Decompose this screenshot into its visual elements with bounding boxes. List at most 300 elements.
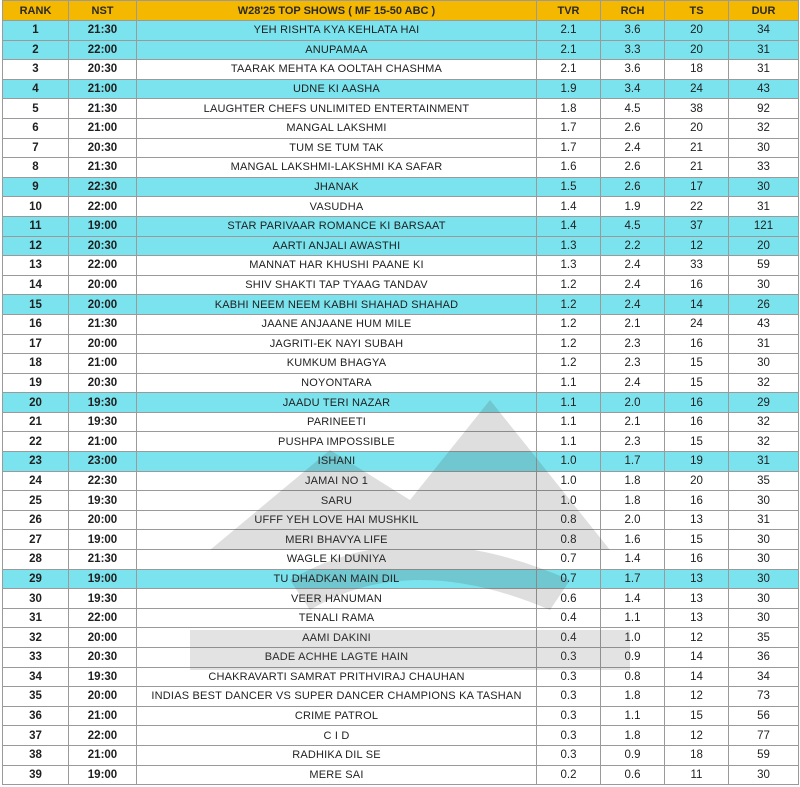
ts-cell: 20 [665,21,729,41]
table-row [3,412,799,432]
dur-header: DUR [729,1,799,21]
dur-cell: 34 [729,667,799,687]
show-name: KABHI NEEM NEEM KABHI SHAHAD SHAHAD [137,295,537,315]
rch-cell: 0.9 [601,745,665,765]
tvr-cell: 1.0 [537,471,601,491]
rank-cell: 16 [3,314,69,334]
rch-cell: 1.0 [601,628,665,648]
ts-cell: 14 [665,667,729,687]
nst-cell: 22:00 [69,197,137,217]
rch-cell: 2.4 [601,295,665,315]
tvr-cell: 0.8 [537,530,601,550]
dur-cell: 31 [729,60,799,80]
rch-cell: 3.6 [601,21,665,41]
table-row [3,706,799,726]
table-title: W28'25 TOP SHOWS ( MF 15-50 ABC ) [137,1,537,21]
nst-cell: 21:00 [69,79,137,99]
rank-cell: 37 [3,726,69,746]
tvr-cell: 1.1 [537,373,601,393]
rch-cell: 2.3 [601,354,665,374]
dur-cell: 30 [729,550,799,570]
show-name: JAMAI NO 1 [137,471,537,491]
tvr-cell: 1.7 [537,138,601,158]
show-name: TENALI RAMA [137,608,537,628]
ts-cell: 20 [665,118,729,138]
table-row [3,667,799,687]
tvr-cell: 1.1 [537,412,601,432]
ts-cell: 17 [665,177,729,197]
ts-cell: 16 [665,491,729,511]
table-row [3,99,799,119]
dur-cell: 30 [729,569,799,589]
dur-cell: 30 [729,765,799,785]
nst-cell: 20:30 [69,138,137,158]
tvr-cell: 1.5 [537,177,601,197]
table-row [3,295,799,315]
table-body [3,21,799,785]
ts-cell: 12 [665,726,729,746]
table-row [3,471,799,491]
show-name: STAR PARIVAAR ROMANCE KI BARSAAT [137,216,537,236]
dur-cell: 30 [729,608,799,628]
rank-cell: 2 [3,40,69,60]
show-name: TUM SE TUM TAK [137,138,537,158]
show-name: INDIAS BEST DANCER VS SUPER DANCER CHAMPIONS KA TASHAN [137,687,537,707]
rch-cell: 1.6 [601,530,665,550]
rank-cell: 35 [3,687,69,707]
rank-cell: 27 [3,530,69,550]
table-row [3,393,799,413]
table-row [3,158,799,178]
show-name: AARTI ANJALI AWASTHI [137,236,537,256]
ts-cell: 12 [665,236,729,256]
dur-cell: 77 [729,726,799,746]
show-name: UFFF YEH LOVE HAI MUSHKIL [137,510,537,530]
tvr-cell: 0.3 [537,745,601,765]
ts-cell: 24 [665,314,729,334]
rank-cell: 6 [3,118,69,138]
tvr-cell: 1.2 [537,354,601,374]
dur-cell: 30 [729,138,799,158]
rank-cell: 4 [3,79,69,99]
show-name: KUMKUM BHAGYA [137,354,537,374]
tvr-cell: 0.3 [537,726,601,746]
dur-cell: 73 [729,687,799,707]
rch-cell: 4.5 [601,216,665,236]
ts-cell: 13 [665,569,729,589]
rch-cell: 1.4 [601,589,665,609]
ts-cell: 20 [665,40,729,60]
rank-cell: 30 [3,589,69,609]
rch-cell: 2.0 [601,510,665,530]
nst-cell: 21:00 [69,745,137,765]
ts-cell: 18 [665,60,729,80]
rch-cell: 2.4 [601,138,665,158]
nst-cell: 19:00 [69,569,137,589]
show-name: CHAKRAVARTI SAMRAT PRITHVIRAJ CHAUHAN [137,667,537,687]
rank-cell: 1 [3,21,69,41]
rank-cell: 9 [3,177,69,197]
rch-cell: 0.6 [601,765,665,785]
nst-cell: 19:00 [69,530,137,550]
show-name: C I D [137,726,537,746]
dur-cell: 31 [729,197,799,217]
tvr-cell: 0.4 [537,628,601,648]
dur-cell: 59 [729,256,799,276]
show-name: PUSHPA IMPOSSIBLE [137,432,537,452]
dur-cell: 35 [729,628,799,648]
table-row [3,216,799,236]
rank-cell: 15 [3,295,69,315]
dur-cell: 31 [729,334,799,354]
nst-cell: 21:00 [69,432,137,452]
table-row [3,608,799,628]
table-row [3,40,799,60]
ts-cell: 24 [665,79,729,99]
dur-cell: 31 [729,40,799,60]
table-row [3,177,799,197]
show-name: RADHIKA DIL SE [137,745,537,765]
table-row [3,138,799,158]
table-row [3,236,799,256]
ts-cell: 13 [665,608,729,628]
rch-cell: 1.8 [601,726,665,746]
show-name: TU DHADKAN MAIN DIL [137,569,537,589]
ts-cell: 38 [665,99,729,119]
table-row [3,569,799,589]
dur-cell: 121 [729,216,799,236]
ts-cell: 16 [665,275,729,295]
ts-cell: 16 [665,412,729,432]
ts-cell: 21 [665,158,729,178]
show-name: ANUPAMAA [137,40,537,60]
tvr-cell: 1.0 [537,452,601,472]
table-row [3,452,799,472]
rank-cell: 39 [3,765,69,785]
tvr-cell: 1.2 [537,314,601,334]
rch-cell: 1.8 [601,687,665,707]
rch-cell: 2.4 [601,256,665,276]
nst-cell: 21:30 [69,21,137,41]
rch-cell: 1.1 [601,706,665,726]
tvr-cell: 1.1 [537,393,601,413]
nst-cell: 20:30 [69,373,137,393]
tvr-cell: 1.2 [537,334,601,354]
rank-cell: 13 [3,256,69,276]
rank-cell: 8 [3,158,69,178]
dur-cell: 59 [729,745,799,765]
ratings-table [2,0,799,785]
ts-cell: 15 [665,432,729,452]
rch-cell: 0.8 [601,667,665,687]
rch-cell: 2.4 [601,275,665,295]
nst-cell: 22:00 [69,40,137,60]
dur-cell: 43 [729,314,799,334]
show-name: LAUGHTER CHEFS UNLIMITED ENTERTAINMENT [137,99,537,119]
nst-cell: 20:00 [69,510,137,530]
table-row [3,530,799,550]
ts-cell: 20 [665,471,729,491]
rank-cell: 24 [3,471,69,491]
rank-cell: 19 [3,373,69,393]
nst-cell: 19:00 [69,216,137,236]
rank-cell: 12 [3,236,69,256]
ts-cell: 15 [665,354,729,374]
ts-cell: 15 [665,530,729,550]
rank-cell: 38 [3,745,69,765]
rank-cell: 14 [3,275,69,295]
rch-cell: 2.2 [601,236,665,256]
tvr-cell: 2.1 [537,60,601,80]
rch-cell: 0.9 [601,648,665,668]
nst-cell: 20:00 [69,687,137,707]
table-row [3,550,799,570]
tvr-cell: 0.7 [537,569,601,589]
dur-cell: 56 [729,706,799,726]
rch-cell: 3.4 [601,79,665,99]
rch-cell: 1.8 [601,471,665,491]
nst-cell: 19:30 [69,393,137,413]
tvr-cell: 1.3 [537,256,601,276]
rch-cell: 2.0 [601,393,665,413]
show-name: JAADU TERI NAZAR [137,393,537,413]
nst-cell: 19:30 [69,412,137,432]
rank-cell: 36 [3,706,69,726]
rch-cell: 2.6 [601,118,665,138]
dur-cell: 35 [729,471,799,491]
nst-cell: 22:00 [69,726,137,746]
ts-cell: 13 [665,510,729,530]
table-row [3,648,799,668]
dur-cell: 36 [729,648,799,668]
dur-cell: 30 [729,177,799,197]
tvr-cell: 0.6 [537,589,601,609]
rch-cell: 2.1 [601,314,665,334]
show-name: JAANE ANJAANE HUM MILE [137,314,537,334]
nst-cell: 22:00 [69,256,137,276]
tvr-cell: 1.8 [537,99,601,119]
show-name: CRIME PATROL [137,706,537,726]
nst-cell: 20:00 [69,275,137,295]
ts-cell: 15 [665,373,729,393]
tvr-header: TVR [537,1,601,21]
dur-cell: 34 [729,21,799,41]
table-row [3,687,799,707]
show-name: WAGLE KI DUNIYA [137,550,537,570]
nst-cell: 21:00 [69,706,137,726]
rank-cell: 20 [3,393,69,413]
show-name: VEER HANUMAN [137,589,537,609]
rank-cell: 3 [3,60,69,80]
ts-cell: 12 [665,628,729,648]
table-row [3,197,799,217]
nst-cell: 20:00 [69,334,137,354]
rch-cell: 1.9 [601,197,665,217]
ts-cell: 13 [665,589,729,609]
show-name: MERE SAI [137,765,537,785]
rank-cell: 32 [3,628,69,648]
dur-cell: 30 [729,275,799,295]
dur-cell: 31 [729,452,799,472]
nst-cell: 21:00 [69,354,137,374]
rch-cell: 2.4 [601,373,665,393]
table-row [3,432,799,452]
ts-cell: 37 [665,216,729,236]
table-row [3,765,799,785]
tvr-cell: 1.4 [537,216,601,236]
dur-cell: 32 [729,118,799,138]
nst-header: NST [69,1,137,21]
dur-cell: 30 [729,530,799,550]
table-row [3,21,799,41]
tvr-cell: 0.7 [537,550,601,570]
show-name: SARU [137,491,537,511]
dur-cell: 30 [729,354,799,374]
ts-cell: 33 [665,256,729,276]
show-name: ISHANI [137,452,537,472]
nst-cell: 23:00 [69,452,137,472]
rch-cell: 2.6 [601,177,665,197]
tvr-cell: 1.9 [537,79,601,99]
rank-cell: 33 [3,648,69,668]
rank-cell: 17 [3,334,69,354]
rch-cell: 1.8 [601,491,665,511]
nst-cell: 19:30 [69,491,137,511]
nst-cell: 21:00 [69,118,137,138]
show-name: TAARAK MEHTA KA OOLTAH CHASHMA [137,60,537,80]
rank-cell: 7 [3,138,69,158]
nst-cell: 19:30 [69,589,137,609]
show-name: VASUDHA [137,197,537,217]
ts-cell: 14 [665,295,729,315]
show-name: UDNE KI AASHA [137,79,537,99]
table-row [3,60,799,80]
show-name: JHANAK [137,177,537,197]
rank-cell: 26 [3,510,69,530]
nst-cell: 20:30 [69,236,137,256]
dur-cell: 26 [729,295,799,315]
tvr-cell: 0.2 [537,765,601,785]
show-name: AAMI DAKINI [137,628,537,648]
rank-cell: 25 [3,491,69,511]
rank-cell: 29 [3,569,69,589]
show-name: SHIV SHAKTI TAP TYAAG TANDAV [137,275,537,295]
tvr-cell: 1.6 [537,158,601,178]
table-row [3,726,799,746]
nst-cell: 20:00 [69,628,137,648]
show-name: MANGAL LAKSHMI-LAKSHMI KA SAFAR [137,158,537,178]
dur-cell: 30 [729,491,799,511]
rank-cell: 21 [3,412,69,432]
nst-cell: 21:30 [69,158,137,178]
tvr-cell: 0.3 [537,687,601,707]
ts-cell: 21 [665,138,729,158]
dur-cell: 43 [729,79,799,99]
tvr-cell: 1.3 [537,236,601,256]
ts-cell: 12 [665,687,729,707]
nst-cell: 19:30 [69,667,137,687]
show-name: NOYONTARA [137,373,537,393]
nst-cell: 20:30 [69,648,137,668]
rch-cell: 2.3 [601,432,665,452]
tvr-cell: 0.3 [537,706,601,726]
rch-cell: 3.6 [601,60,665,80]
show-name: PARINEETI [137,412,537,432]
dur-cell: 32 [729,373,799,393]
rch-cell: 1.7 [601,452,665,472]
rank-cell: 22 [3,432,69,452]
rank-cell: 23 [3,452,69,472]
nst-cell: 19:00 [69,765,137,785]
tvr-cell: 1.2 [537,275,601,295]
ts-cell: 19 [665,452,729,472]
nst-cell: 20:30 [69,60,137,80]
table-row [3,118,799,138]
tvr-cell: 1.1 [537,432,601,452]
show-name: MERI BHAVYA LIFE [137,530,537,550]
rch-cell: 1.4 [601,550,665,570]
tvr-cell: 2.1 [537,40,601,60]
ts-cell: 11 [665,765,729,785]
table-row [3,373,799,393]
tvr-cell: 1.2 [537,295,601,315]
show-name: MANGAL LAKSHMI [137,118,537,138]
rch-cell: 1.1 [601,608,665,628]
tvr-cell: 1.4 [537,197,601,217]
dur-cell: 29 [729,393,799,413]
tvr-cell: 0.8 [537,510,601,530]
dur-cell: 33 [729,158,799,178]
rank-cell: 18 [3,354,69,374]
dur-cell: 92 [729,99,799,119]
rch-cell: 3.3 [601,40,665,60]
nst-cell: 22:30 [69,177,137,197]
ts-cell: 22 [665,197,729,217]
nst-cell: 22:00 [69,608,137,628]
rch-cell: 1.7 [601,569,665,589]
table-row [3,334,799,354]
rank-header: RANK [3,1,69,21]
tvr-cell: 0.3 [537,667,601,687]
header-row [3,1,799,21]
dur-cell: 20 [729,236,799,256]
tvr-cell: 2.1 [537,21,601,41]
rank-cell: 5 [3,99,69,119]
dur-cell: 32 [729,432,799,452]
tvr-cell: 0.4 [537,608,601,628]
nst-cell: 20:00 [69,295,137,315]
show-name: MANNAT HAR KHUSHI PAANE KI [137,256,537,276]
rank-cell: 11 [3,216,69,236]
tvr-cell: 1.7 [537,118,601,138]
table-row [3,354,799,374]
tvr-cell: 1.0 [537,491,601,511]
ts-cell: 15 [665,706,729,726]
ts-cell: 18 [665,745,729,765]
table-row [3,510,799,530]
table-row [3,79,799,99]
rch-cell: 4.5 [601,99,665,119]
table-row [3,589,799,609]
rch-cell: 2.3 [601,334,665,354]
nst-cell: 22:30 [69,471,137,491]
rank-cell: 34 [3,667,69,687]
table-row [3,628,799,648]
ts-header: TS [665,1,729,21]
nst-cell: 21:30 [69,550,137,570]
table-row [3,275,799,295]
dur-cell: 32 [729,412,799,432]
